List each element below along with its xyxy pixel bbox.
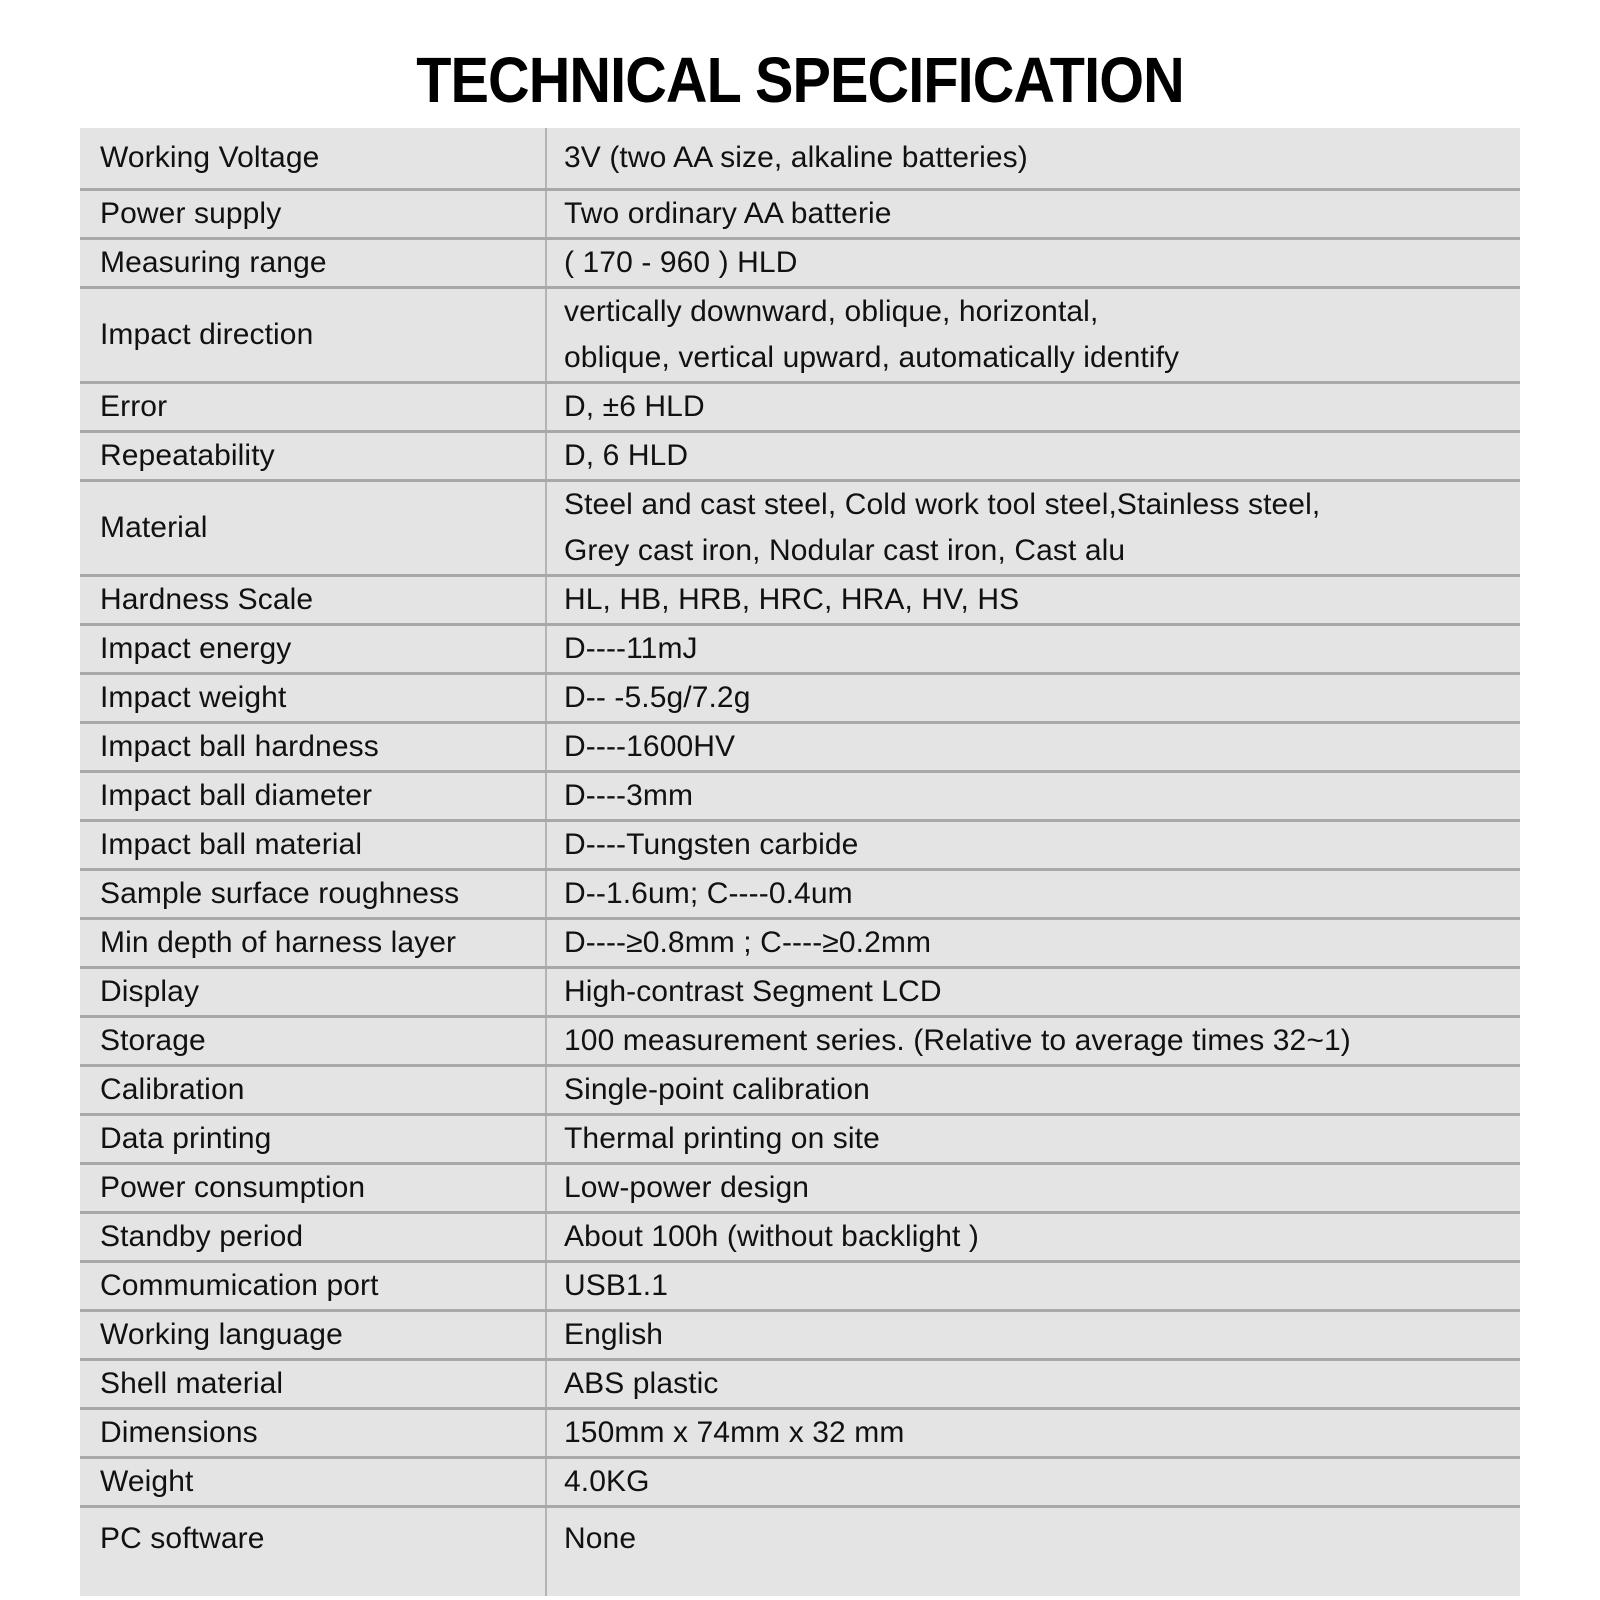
spec-value: ABS plastic: [546, 1360, 1520, 1409]
spec-table-body: [80, 128, 1520, 1596]
spec-label: Impact energy: [80, 625, 546, 674]
spec-value: D----3mm: [546, 772, 1520, 821]
spec-value: D, ±6 HLD: [546, 383, 1520, 432]
spec-value: D-- -5.5g/7.2g: [546, 674, 1520, 723]
table-row: [80, 1066, 1520, 1115]
spec-value: [546, 481, 1520, 576]
table-row: [80, 576, 1520, 625]
spec-label: Standby period: [80, 1213, 546, 1262]
spec-value: 100 measurement series. (Relative to average times 32~1): [546, 1017, 1520, 1066]
table-row: [80, 919, 1520, 968]
table-row: [80, 1360, 1520, 1409]
spec-label: Working Voltage: [80, 128, 546, 190]
spec-value-line: Steel and cast steel, Cold work tool steel,Stainless steel,: [564, 488, 1321, 521]
spec-label: Hardness Scale: [80, 576, 546, 625]
spec-label: Calibration: [80, 1066, 546, 1115]
table-row: [80, 1213, 1520, 1262]
spec-value: ( 170 - 960 ) HLD: [546, 239, 1520, 288]
spec-label: Sample surface roughness: [80, 870, 546, 919]
table-row: [80, 190, 1520, 239]
spec-label: Error: [80, 383, 546, 432]
spec-value: D----1600HV: [546, 723, 1520, 772]
spec-value: Single-point calibration: [546, 1066, 1520, 1115]
table-row: [80, 1115, 1520, 1164]
spec-value: Two ordinary AA batterie: [546, 190, 1520, 239]
table-row: [80, 772, 1520, 821]
spec-label: Min depth of harness layer: [80, 919, 546, 968]
spec-value-line: oblique, vertical upward, automatically identify: [564, 341, 1180, 374]
spec-label: Impact direction: [80, 288, 546, 383]
table-row: [80, 432, 1520, 481]
spec-label: Shell material: [80, 1360, 546, 1409]
spec-value: None: [546, 1507, 1520, 1597]
spec-value: 4.0KG: [546, 1458, 1520, 1507]
spec-label: Impact ball hardness: [80, 723, 546, 772]
spec-value: D----11mJ: [546, 625, 1520, 674]
table-row: [80, 674, 1520, 723]
table-row: [80, 288, 1520, 383]
spec-value: D--1.6um; C----0.4um: [546, 870, 1520, 919]
spec-value: D, 6 HLD: [546, 432, 1520, 481]
table-row: [80, 723, 1520, 772]
spec-label: Display: [80, 968, 546, 1017]
spec-label: Power supply: [80, 190, 546, 239]
spec-label: Commumication port: [80, 1262, 546, 1311]
table-row: [80, 821, 1520, 870]
spec-value: English: [546, 1311, 1520, 1360]
spec-label: Impact ball diameter: [80, 772, 546, 821]
spec-label: Material: [80, 481, 546, 576]
spec-value: 3V (two AA size, alkaline batteries): [546, 128, 1520, 190]
table-row: [80, 1262, 1520, 1311]
spec-label: PC software: [80, 1507, 546, 1597]
spec-value: About 100h (without backlight ): [546, 1213, 1520, 1262]
spec-label: Impact ball material: [80, 821, 546, 870]
spec-value: Low-power design: [546, 1164, 1520, 1213]
spec-label: Weight: [80, 1458, 546, 1507]
spec-label: Storage: [80, 1017, 546, 1066]
spec-value-line: vertically downward, oblique, horizontal,: [564, 295, 1099, 328]
table-row: [80, 968, 1520, 1017]
spec-label: Power consumption: [80, 1164, 546, 1213]
spec-label: Working language: [80, 1311, 546, 1360]
spec-value: High-contrast Segment LCD: [546, 968, 1520, 1017]
spec-label: Impact weight: [80, 674, 546, 723]
spec-value-line: Grey cast iron, Nodular cast iron, Cast alu: [564, 534, 1126, 567]
spec-value: HL, HB, HRB, HRC, HRA, HV, HS: [546, 576, 1520, 625]
spec-label: Measuring range: [80, 239, 546, 288]
table-row: [80, 1311, 1520, 1360]
table-row: [80, 1409, 1520, 1458]
spec-value: USB1.1: [546, 1262, 1520, 1311]
table-row: [80, 625, 1520, 674]
table-row: [80, 1507, 1520, 1597]
page-title: TECHNICAL SPECIFICATION: [416, 44, 1184, 116]
table-row: [80, 870, 1520, 919]
spec-value: 150mm x 74mm x 32 mm: [546, 1409, 1520, 1458]
table-row: [80, 1017, 1520, 1066]
table-row: [80, 383, 1520, 432]
spec-value: D----Tungsten carbide: [546, 821, 1520, 870]
table-row: [80, 1458, 1520, 1507]
spec-value: Thermal printing on site: [546, 1115, 1520, 1164]
spec-label: Data printing: [80, 1115, 546, 1164]
spec-value: D----≥0.8mm ; C----≥0.2mm: [546, 919, 1520, 968]
table-row: [80, 481, 1520, 576]
table-row: [80, 239, 1520, 288]
spec-label: Dimensions: [80, 1409, 546, 1458]
technical-specification-table: [80, 128, 1520, 1596]
spec-value: [546, 288, 1520, 383]
table-row: [80, 128, 1520, 190]
table-row: [80, 1164, 1520, 1213]
spec-label: Repeatability: [80, 432, 546, 481]
